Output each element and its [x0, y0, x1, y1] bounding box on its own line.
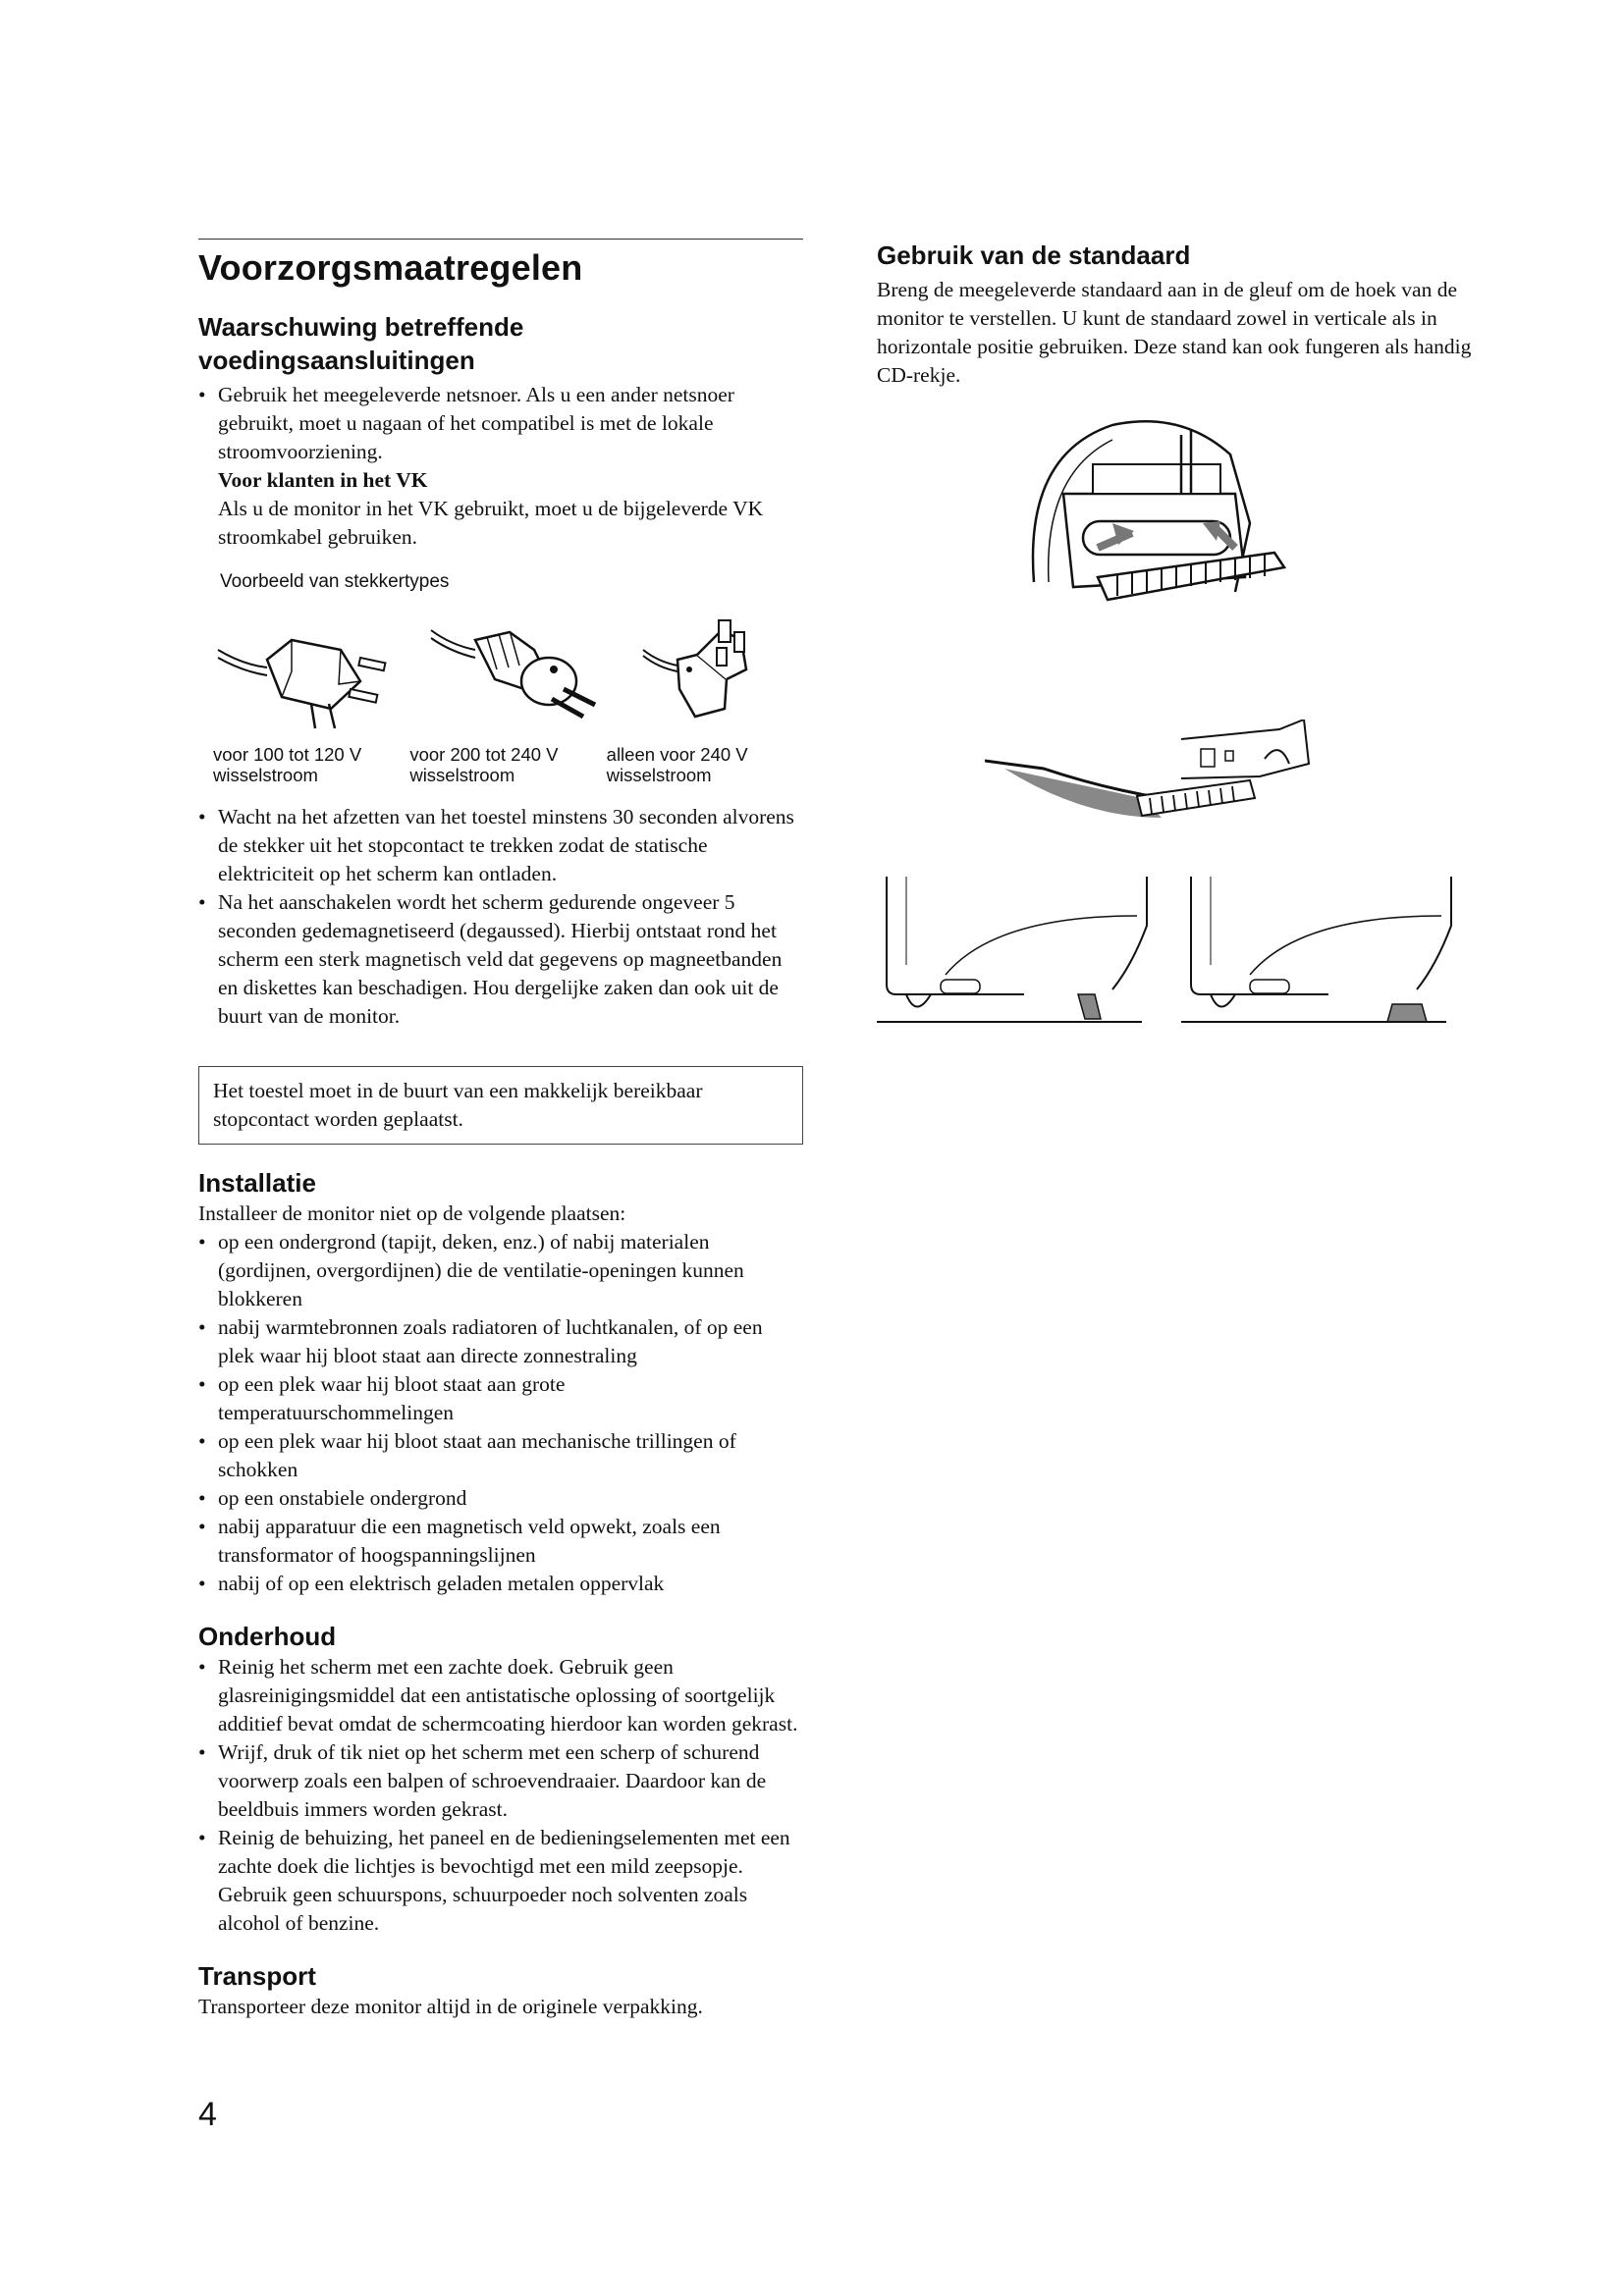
power-bullet-1: • Gebruik het meegeleverde netsnoer. Als u een ander netsnoer gebruikt, moet u nagaan of het compatibel is met de lokale stroomvoorziening. — [198, 381, 803, 466]
list-item: • Reinig de behuizing, het paneel en de bedieningselementen met een zachte doek die lichtjes is bevochtigd met een mild zeepsopje. Gebruik geen schuurspons, schuurpoeder noch solventen zoals alcohol of benzine. — [198, 1824, 803, 1938]
uk-plug-icon — [638, 611, 805, 738]
plug-caption-a-line2: wisselstroom — [213, 765, 318, 785]
list-item: • op een onstabiele ondergrond — [198, 1484, 803, 1513]
side-view-vertical-illustration — [877, 877, 1162, 1024]
plug-caption-a-line1: voor 100 tot 120 V — [213, 744, 362, 765]
plug-caption-b — [409, 744, 606, 785]
plug-caption-a — [213, 744, 409, 785]
plug-caption-c-line1: alleen voor 240 V — [606, 744, 748, 765]
plug-caption-b-line1: voor 200 tot 240 V — [409, 744, 559, 765]
page-title: Voorzorgsmaatregelen — [198, 247, 583, 288]
side-view-horizontal-illustration — [1181, 877, 1466, 1024]
notice-box: Het toestel moet in de buurt van een makkelijk bereikbaar stopcontact worden geplaatst. — [198, 1066, 803, 1145]
installation-section — [198, 1166, 803, 1598]
maintenance-heading: Onderhoud — [198, 1622, 337, 1651]
euro-plug-icon — [426, 611, 613, 738]
power-section — [198, 310, 803, 1145]
power-bullet-3: • Na het aanschakelen wordt het scherm gedurende ongeveer 5 seconden gedemagnetiseerd (degaussed). Hierbij ontstaat rond het scherm een sterk magnetisch veld dat gegevens op magneetbanden en diskettes kan beschadigen. Hou dergelijke zaken dan ook uit de buurt van de monitor. — [198, 888, 803, 1031]
list-item: • op een plek waar hij bloot staat aan grote temperatuurschommelingen — [198, 1370, 803, 1427]
transport-section — [198, 1959, 803, 2021]
plug-caption-c — [607, 744, 803, 785]
transport-text: Transporteer deze monitor altijd in de originele verpakking. — [198, 1995, 703, 2018]
plug-caption-c-line2: wisselstroom — [606, 765, 712, 785]
list-item: • nabij of op een elektrisch geladen metalen oppervlak — [198, 1570, 803, 1598]
monitor-on-stand-illustration — [985, 720, 1319, 847]
plug-captions — [198, 744, 803, 785]
right-column — [877, 239, 1476, 390]
maintenance-section — [198, 1620, 803, 1938]
list-item: • nabij apparatuur die een magnetisch veld opwekt, zoals een transformator of hoogspanningslijnen — [198, 1513, 803, 1570]
uk-text: Als u de monitor in het VK gebruikt, moet u de bijgeleverde VK stroomkabel gebruiken. — [218, 497, 764, 549]
transport-heading: Transport — [198, 1961, 316, 1991]
us-plug-icon — [213, 611, 400, 738]
stand-insertion-illustration — [1024, 415, 1319, 710]
list-item: • Wrijf, druk of tik niet op het scherm met een scherp of schurend voorwerp zoals een balpen of schroevendraaier. Daardoor kan de beeldbuis immers worden gekrast. — [198, 1738, 803, 1824]
stand-text: Breng de meegeleverde standaard aan in de gleuf om de hoek van de monitor te verstellen. U kunt de standaard zowel in verticale als in horizontale positie gebruiken. Deze stand kan ook fungeren als handig CD-rekje. — [877, 278, 1472, 387]
list-item: • op een plek waar hij bloot staat aan mechanische trillingen of schokken — [198, 1427, 803, 1484]
stand-heading: Gebruik van de standaard — [877, 240, 1191, 270]
installation-heading: Installatie — [198, 1168, 316, 1198]
left-column — [198, 239, 803, 2021]
page-number: 4 — [198, 2096, 217, 2133]
list-item: • nabij warmtebronnen zoals radiatoren of luchtkanalen, of op een plek waar hij bloot staat aan directe zonnestraling — [198, 1313, 803, 1370]
power-bullet-2: • Wacht na het afzetten van het toestel minstens 30 seconden alvorens de stekker uit het stopcontact te trekken zodat de statische elektriciteit op het scherm kan ontladen. — [198, 803, 803, 888]
installation-intro: Installeer de monitor niet op de volgende plaatsen: — [198, 1201, 626, 1225]
uk-heading: Voor klanten in het VK — [218, 468, 428, 492]
list-item: • op een ondergrond (tapijt, deken, enz.) of nabij materialen (gordijnen, overgordijnen) die de ventilatie-openingen kunnen blokkeren — [198, 1228, 803, 1313]
plug-examples-caption: Voorbeeld van stekkertypes — [220, 571, 450, 592]
plug-illustrations — [198, 611, 803, 738]
power-heading-line2: voedingsaansluitingen — [198, 346, 475, 375]
title-rule — [198, 239, 803, 240]
power-heading-line1: Waarschuwing betreffende — [198, 312, 524, 342]
list-item: • Reinig het scherm met een zachte doek. Gebruik geen glasreinigingsmiddel dat een antistatische oplossing of soortgelijk additief bevat omdat de schermcoating hierdoor kan worden gekrast. — [198, 1653, 803, 1738]
plug-caption-b-line2: wisselstroom — [409, 765, 515, 785]
